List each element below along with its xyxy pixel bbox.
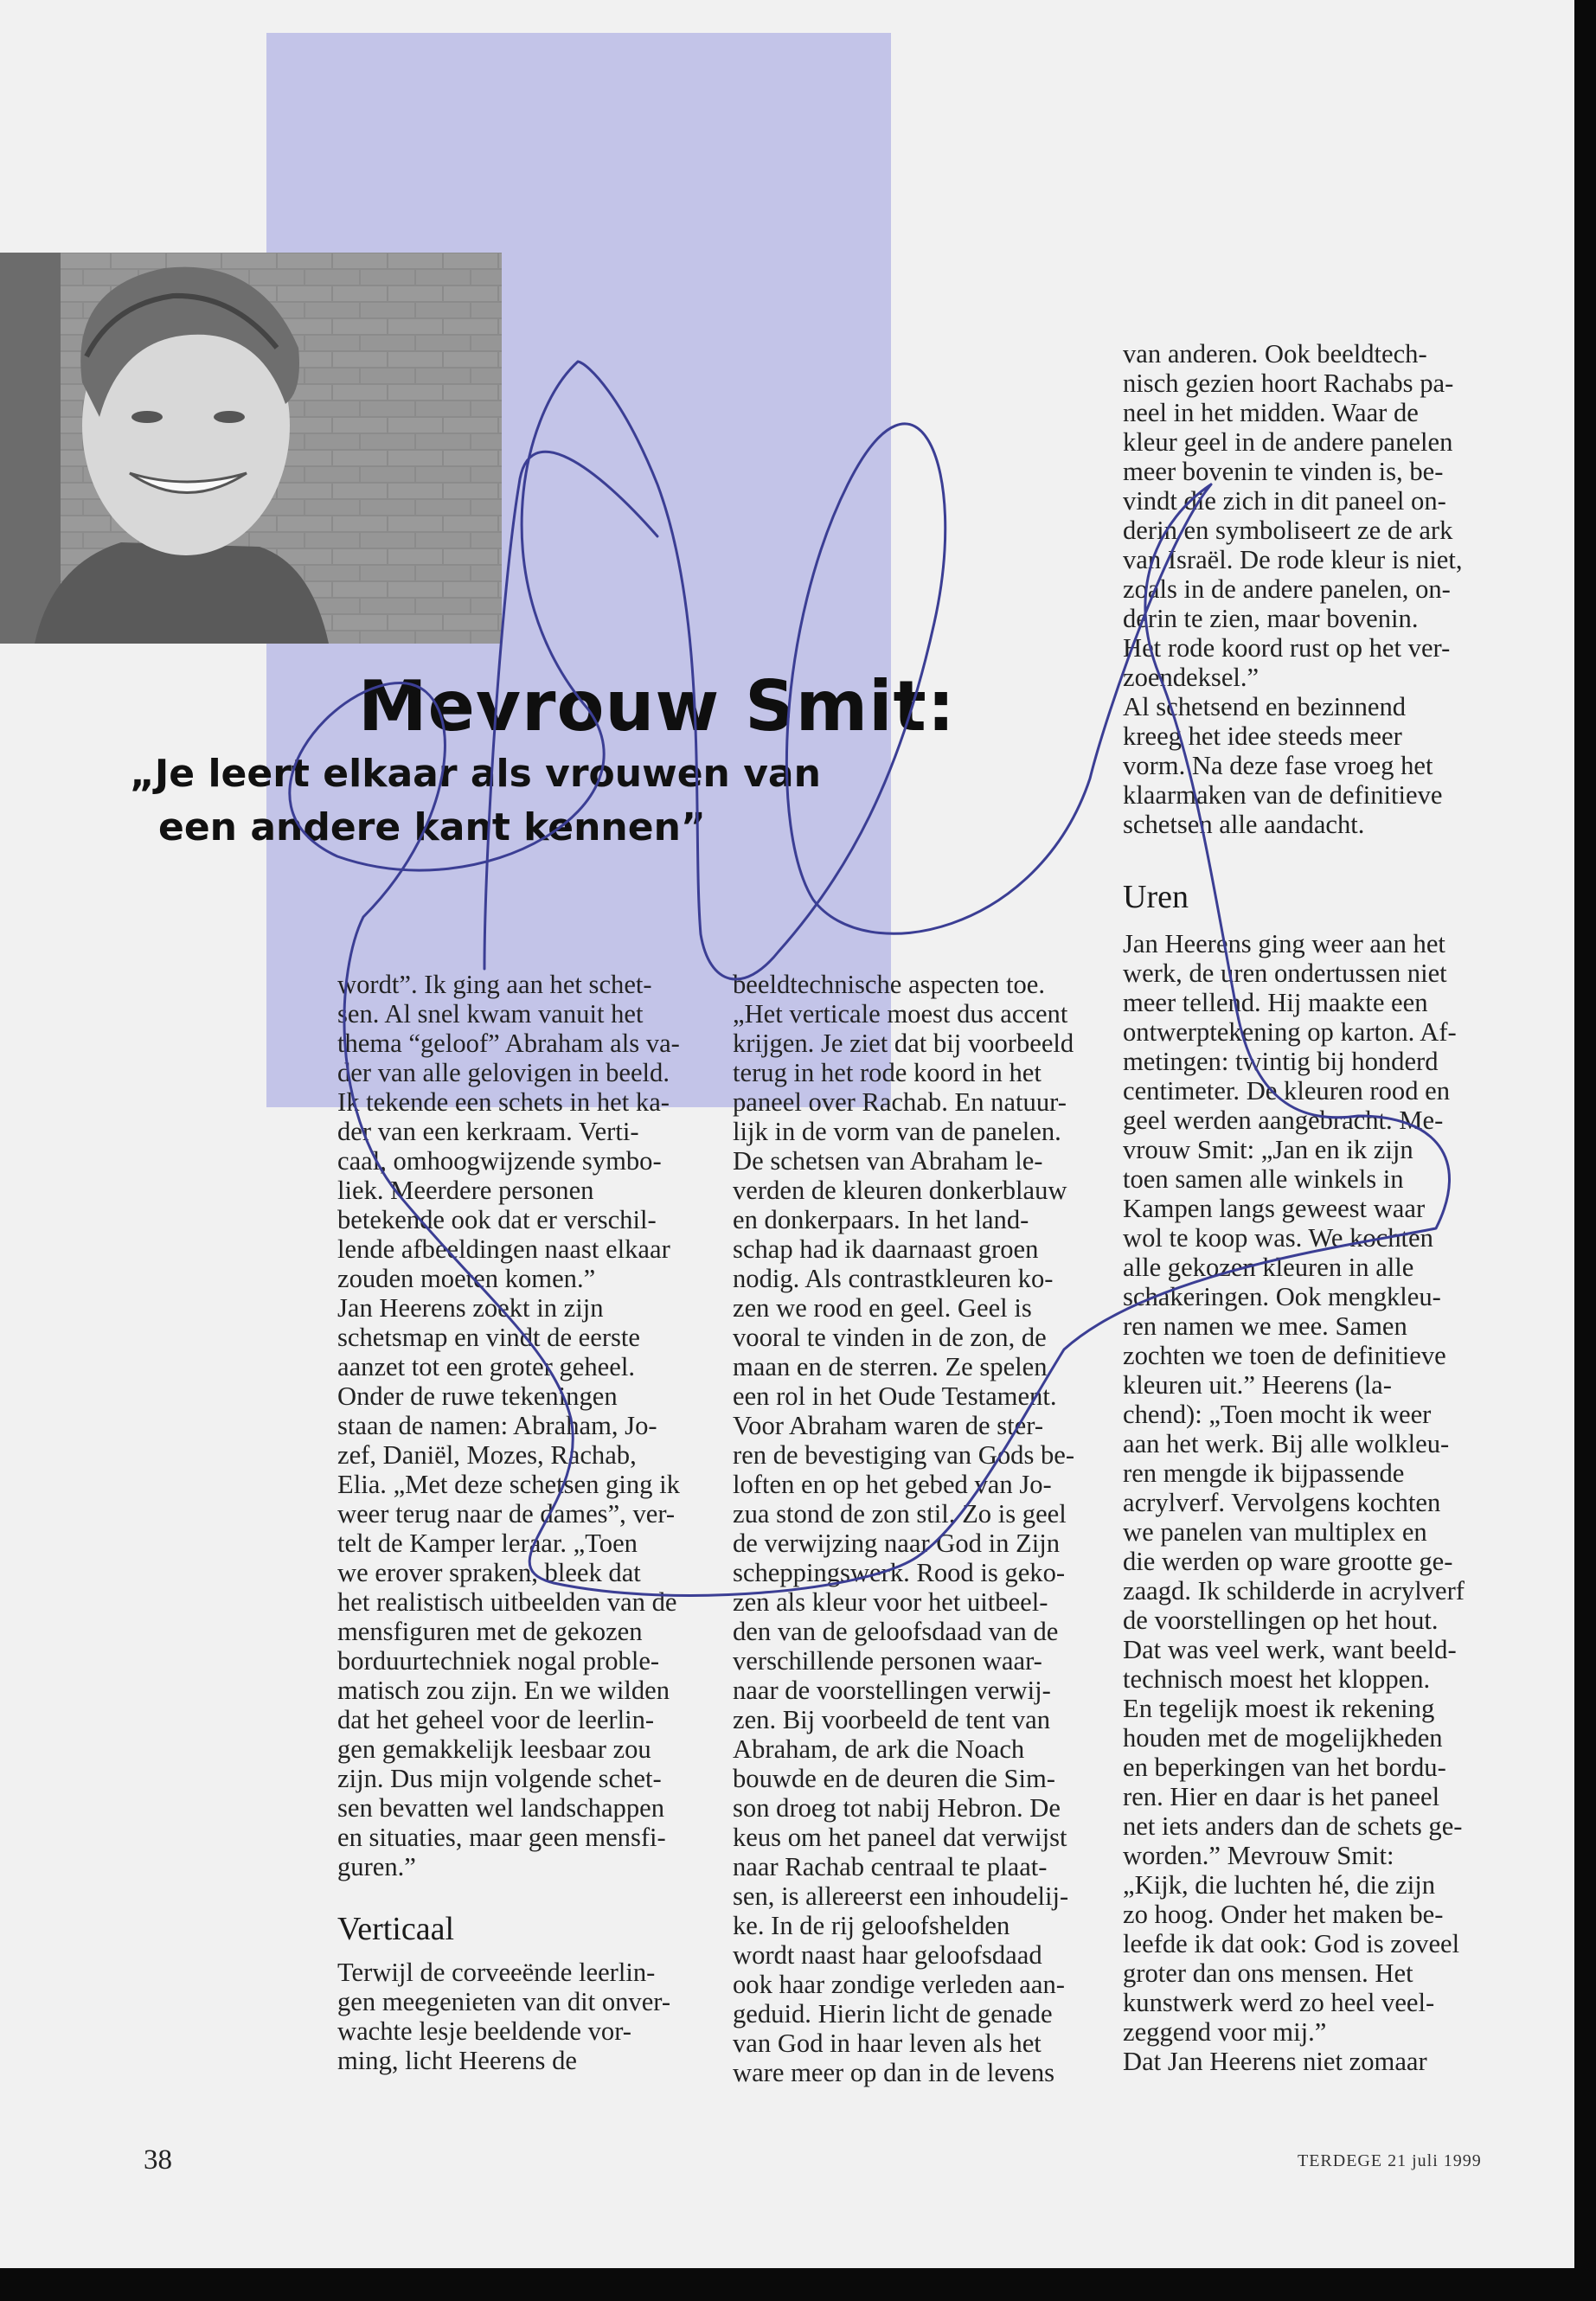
portrait-image	[0, 253, 502, 644]
article-subheadline	[130, 747, 874, 855]
publication-footer: TERDEGE 21 juli 1999	[1298, 2151, 1482, 2170]
paragraph: van anderen. Ook beeldtech- nisch gezien hoort Rachabs pa- neel in het midden. Waar de kleur geel in de andere panelen meer bovenin te vinden is, be- vindt die zich in dit paneel on- derin en symboliseert ze de ark van Israël. De rode kleur is niet, zoals in de andere panelen, on- derin te zien, maar bovenin. Het rode koord rust op het ver- zoendeksel.”	[1123, 339, 1463, 692]
article-headline: Mevrouw Smit:	[358, 666, 956, 747]
paragraph: Terwijl de corveeënde leerlin- gen meegenieten van dit onver- wachte lesje beeldende vor- ming, licht Heerens de	[337, 1958, 671, 2075]
section-heading-verticaal: Verticaal	[337, 1911, 455, 1947]
portrait-photo	[0, 253, 502, 644]
text-column-2	[733, 970, 1113, 2087]
paragraph: Jan Heerens zoekt in zijn schetsmap en vindt de eerste aanzet tot een groter geheel. Onder de ruwe tekeningen staan de namen: Abraham, Jo- zef, Daniël, Mozes, Rachab, Elia. „Met deze schetsen ging ik weer terug naar de dames”, ver- telt de Kamper leraar. „Toen we erover spraken, bleek dat het realistisch uitbeelden van de mensfiguren met de gekozen borduurtechniek nogal proble- matisch zou zijn. En we wilden dat het geheel voor de leerlin- gen gemakkelijk leesbaar zou zijn. Dus mijn volgende schet- sen bevatten wel landschappen en situaties, maar geen mensfi- guren.”	[337, 1293, 680, 1881]
paragraph: beeldtechnische aspecten toe. „Het verticale moest dus accent krijgen. Je ziet dat bij voorbeeld terug in het rode koord in het paneel over Rachab. En natuur- lijk in de vorm van de panelen. De schetsen van Abraham le- verden de kleuren donkerblauw en donkerpaars. In het land- schap had ik daarnaast groen nodig. Als contrastkleuren ko- zen we rood en geel. Geel is vooral te vinden in de zon, de maan en de sterren. Ze spelen een rol in het Oude Testament. Voor Abraham waren de ster- ren de bevestiging van Gods be- loften en op het gebed van Jo- zua stond de zon stil. Zo is geel de verwijzing naar God in Zijn scheppingswerk. Rood is geko- zen als kleur voor het uitbeel- den van de geloofsdaad van de verschillende personen waar- naar de voorstellingen verwij- zen. Bij voorbeeld de tent van Abraham, de ark die Noach bouwde en de deuren die Sim- son droeg tot nabij Hebron. De keus om het paneel dat verwijst naar Rachab centraal te plaat- sen, is allereerst een inhoudelij- ke. In de rij geloofshelden wordt naast haar geloofsdaad ook haar zondige verleden aan- geduid. Hierin licht de genade van God in haar leven als het ware meer op dan in de levens	[733, 970, 1075, 2087]
subheadline-line: een andere kant kennen”	[158, 805, 706, 849]
text-column-1	[337, 970, 716, 2075]
paragraph: Jan Heerens ging weer aan het werk, de uren ondertussen niet meer tellend. Hij maakte een ontwerptekening op karton. Af- metingen: twintig bij honderd centimeter. De kleuren rood en geel werden aangebracht. Me- vrouw Smit: „Jan en ik zijn toen samen alle winkels in Kampen langs geweest waar wol te koop was. We kochten alle gekozen kleuren in alle schakeringen. Ook mengkleu- ren namen we mee. Samen zochten we toen de definitieve kleuren uit.” Heerens (la- chend): „Toen mocht ik weer aan het werk. Bij alle wolkleu- ren mengde ik bijpassende acrylverf. Vervolgens kochten we panelen van multiplex en die werden op ware grootte ge- zaagd. Ik schilderde in acrylverf de voorstellingen op het hout. Dat was veel werk, want beeld- technisch moest het kloppen. En tegelijk moest ik rekening houden met de mogelijkheden en beperkingen van het bordu- ren. Hier en daar is het paneel net iets anders dan de schets ge- worden.” Mevrouw Smit: „Kijk, die luchten hé, die zijn zo hoog. Onder het maken be- leefde ik dat ook: God is zoveel groter dan ons mensen. Het kunstwerk werd zo heel veel- zeggend voor mij.” Dat Jan Heerens niet zomaar	[1123, 929, 1465, 2076]
paragraph: Al schetsend en bezinnend kreeg het idee steeds meer vorm. Na deze fase vroeg het klaarmaken van de definitieve schetsen alle aandacht.	[1123, 692, 1443, 839]
text-column-3	[1123, 339, 1486, 2076]
page-number: 38	[144, 2144, 172, 2176]
paragraph: wordt”. Ik ging aan het schet- sen. Al snel kwam vanuit het thema “geloof” Abraham als va- der van alle gelovigen in beeld. Ik tekende een schets in het ka- der van een kerkraam. Verti- caal, omhoogwijzende symbo- liek. Meerdere personen betekende ook dat er verschil- lende afbeeldingen naast elkaar zouden moeten komen.”	[337, 970, 680, 1293]
section-heading-uren: Uren	[1123, 879, 1189, 915]
subheadline-line: „Je leert elkaar als vrouwen van	[130, 752, 821, 796]
